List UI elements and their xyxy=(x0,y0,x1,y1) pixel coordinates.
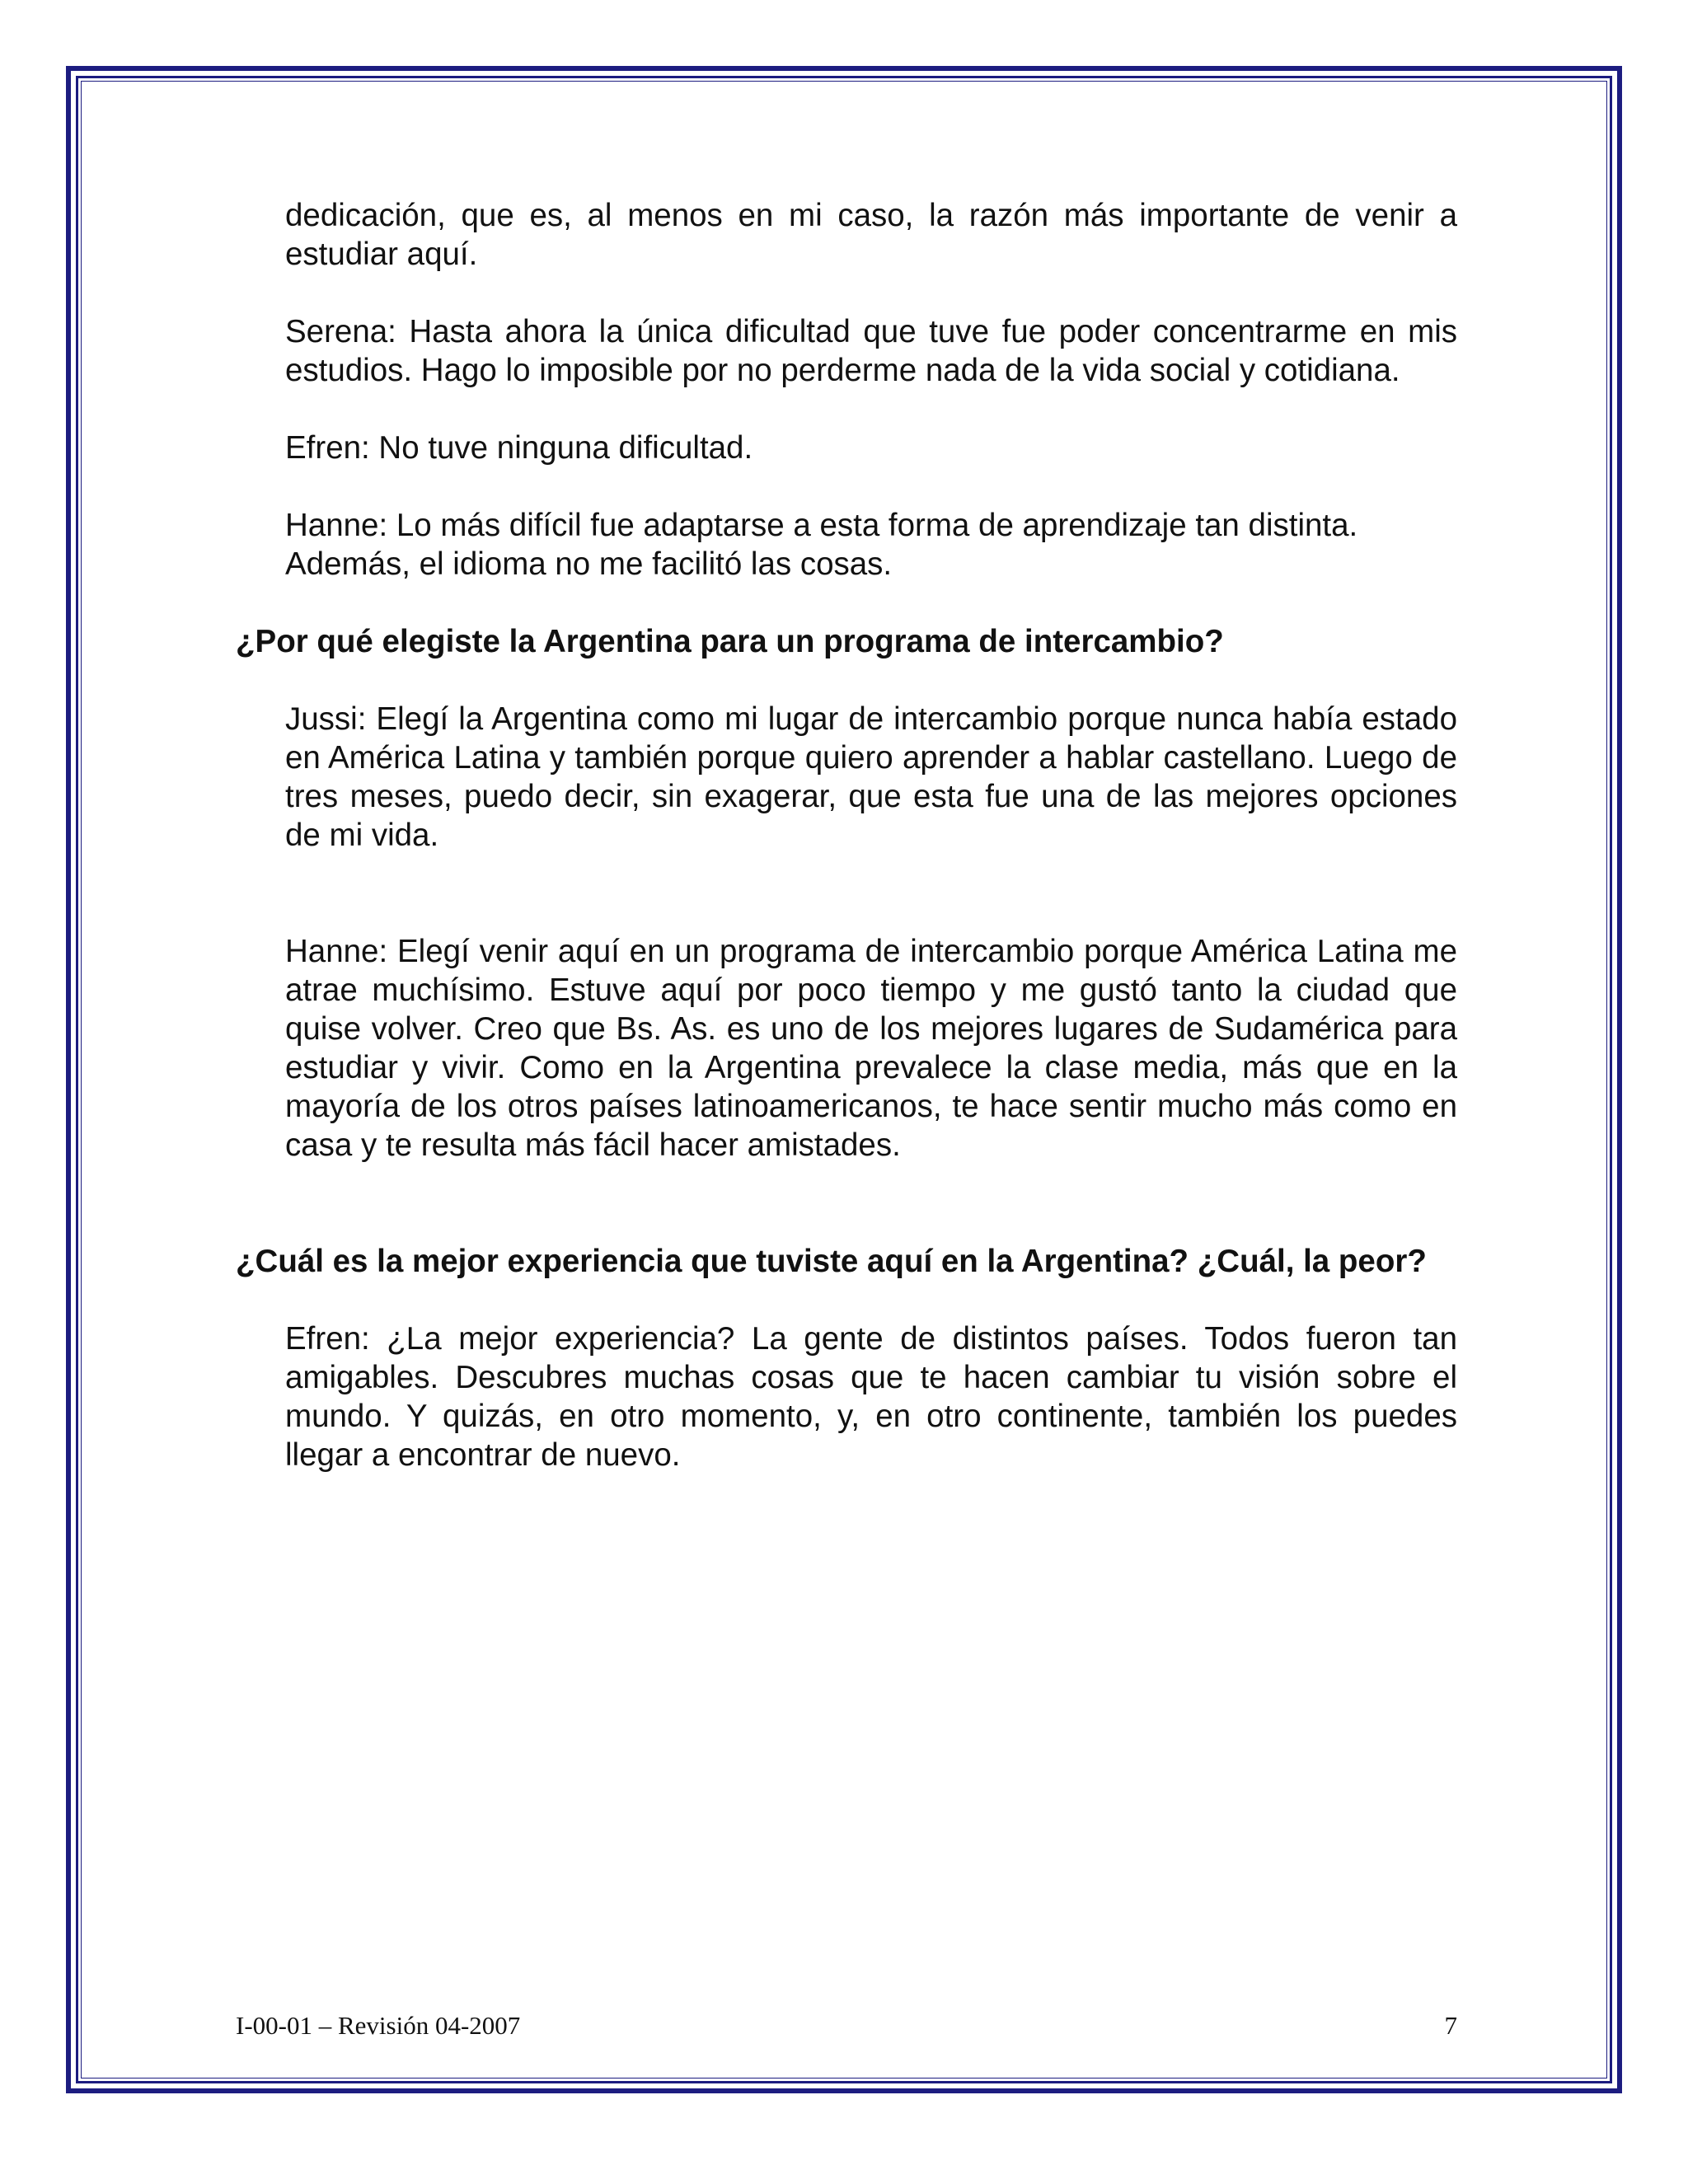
page-footer xyxy=(236,2011,1457,2041)
page-body xyxy=(236,196,1457,1513)
answer-efren-difficulty: Efren: No tuve ninguna dificultad. xyxy=(285,430,753,466)
answer-hanne-exchange: Hanne: Elegí venir aquí en un programa de intercambio porque América Latina me atrae muchísimo. Estuve aquí por poco tiempo y me gustó tanto la ciudad que quise volver. Creo que Bs. As. es uno de los mejores lugares de Sudamérica para estudiar y vivir. Como en la Argentina prevalece la clase media, más que en la mayoría de los otros países latinoamericanos, te hace sentir mucho más como en casa y te resulta más fácil hacer amistades. xyxy=(285,934,1457,1163)
document-code: I-00-01 – Revisión 04-2007 xyxy=(236,2011,521,2040)
answer-jussi: Jussi: Elegí la Argentina como mi lugar de intercambio porque nunca había estado en América Latina y también porque quiero aprender a hablar castellano. Luego de tres meses, puedo decir, sin exagerar, que esta fue una de las mejores opciones de mi vida. xyxy=(285,701,1457,853)
paragraph-continuation: dedicación, que es, al menos en mi caso, la razón más importante de venir a estudiar aquí. xyxy=(285,198,1457,272)
answer-serena: Serena: Hasta ahora la única dificultad que tuve fue poder concentrarme en mis estudios. Hago lo imposible por no perderme nada de la vida social y cotidiana. xyxy=(285,314,1457,388)
answer-efren-experience: Efren: ¿La mejor experiencia? La gente de distintos países. Todos fueron tan amigables. Descubres muchas cosas que te hacen cambiar tu visión sobre el mundo. Y quizás, en otro momento, y, en otro continente, también los puedes llegar a encontrar de nuevo. xyxy=(285,1321,1457,1473)
question-why-argentina: ¿Por qué elegiste la Argentina para un programa de intercambio? xyxy=(236,624,1224,659)
page-number: 7 xyxy=(1444,2011,1457,2040)
question-best-worst-experience: ¿Cuál es la mejor experiencia que tuviste aquí en la Argentina? ¿Cuál, la peor? xyxy=(236,1244,1427,1279)
answer-hanne-difficulty: Hanne: Lo más difícil fue adaptarse a esta forma de aprendizaje tan distinta. Además, el idioma no me facilitó las cosas. xyxy=(285,508,1358,582)
